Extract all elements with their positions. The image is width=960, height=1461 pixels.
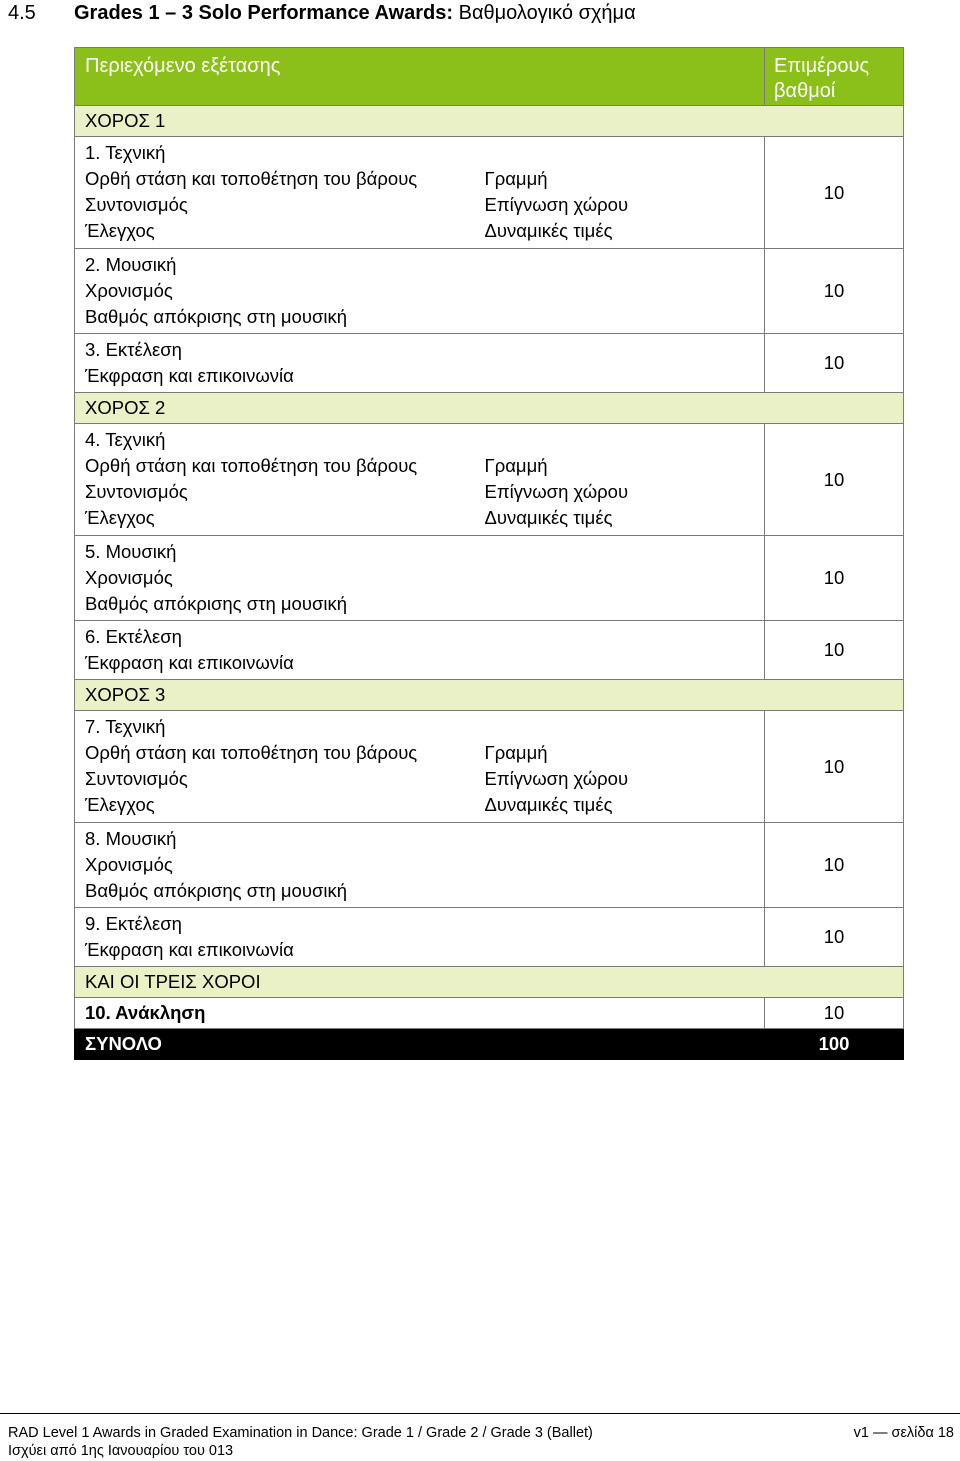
footer-valid-from: Ισχύει από 1ης Ιανουαρίου του 013	[8, 1443, 234, 1459]
criterion-extra-detail: Επίγνωση χώρου	[484, 768, 629, 789]
criterion-title: 5. Μουσική	[85, 541, 177, 562]
criterion-content	[75, 621, 765, 680]
criterion-extra-content	[475, 137, 765, 249]
footer-qualification: RAD Level 1 Awards in Graded Examination in Dance: Grade 1 / Grade 2 / Grade 3 (Ballet)	[8, 1425, 593, 1441]
criterion-extra-detail: Επίγνωση χώρου	[484, 481, 629, 502]
criterion-detail: Έλεγχος	[85, 507, 155, 528]
header-exam-content-label: Περιεχόμενο εξέτασης	[85, 55, 281, 77]
criterion-title: 8. Μουσική	[85, 828, 177, 849]
criterion-row	[75, 536, 904, 621]
criterion-mark: 10	[765, 823, 904, 908]
footer-divider	[0, 1413, 960, 1414]
heading-title-rest: Βαθμολογικό σχήμα	[453, 2, 636, 24]
criterion-content	[75, 249, 765, 334]
criterion-row	[75, 424, 904, 536]
criterion-mark: 10	[765, 249, 904, 334]
criterion-title: 9. Εκτέλεση	[85, 913, 182, 934]
recall-row	[75, 998, 904, 1029]
criterion-extra-detail: Δυναμικές τιμές	[484, 794, 613, 815]
dance-section-label: ΧΟΡΟΣ 1	[75, 106, 904, 137]
section-heading	[8, 0, 636, 26]
all-dances-section-label: ΚΑΙ ΟΙ ΤΡΕΙΣ ΧΟΡΟΙ	[75, 967, 904, 998]
criterion-content	[75, 424, 475, 536]
heading-title-bold: Grades 1 – 3 Solo Performance Awards:	[74, 2, 454, 24]
criterion-row	[75, 908, 904, 967]
criterion-content	[75, 823, 765, 908]
criterion-content	[75, 334, 765, 393]
criterion-detail: Ορθή στάση και τοποθέτηση του βάρους	[85, 742, 418, 763]
criterion-detail: Ορθή στάση και τοποθέτηση του βάρους	[85, 168, 418, 189]
criterion-extra-detail: Γραμμή	[484, 742, 548, 763]
section-number: 4.5	[8, 2, 36, 24]
criterion-title: 3. Εκτέλεση	[85, 339, 182, 360]
criterion-detail: Έλεγχος	[85, 794, 155, 815]
section-row	[75, 106, 904, 137]
footer-left	[8, 1424, 593, 1460]
criterion-detail: Χρονισμός	[85, 854, 173, 875]
criterion-detail: Χρονισμός	[85, 280, 173, 301]
criterion-row	[75, 823, 904, 908]
criterion-extra-detail: Γραμμή	[484, 455, 548, 476]
criterion-extra-detail: Επίγνωση χώρου	[484, 194, 629, 215]
criterion-detail: Έλεγχος	[85, 220, 155, 241]
table-header-row	[75, 48, 904, 106]
criterion-detail: Χρονισμός	[85, 567, 173, 588]
criterion-row	[75, 137, 904, 249]
marking-scheme-body	[75, 48, 904, 1060]
criterion-mark: 10	[765, 424, 904, 536]
criterion-extra-detail: Δυναμικές τιμές	[484, 220, 613, 241]
criterion-detail: Συντονισμός	[85, 194, 188, 215]
marking-scheme-table	[74, 47, 904, 1060]
criterion-detail: Βαθμός απόκρισης στη μουσική	[85, 593, 348, 614]
criterion-title: 2. Μουσική	[85, 254, 177, 275]
total-row	[75, 1029, 904, 1060]
section-row	[75, 680, 904, 711]
criterion-extra-detail: Δυναμικές τιμές	[484, 507, 613, 528]
criterion-detail: Βαθμός απόκρισης στη μουσική	[85, 306, 348, 327]
criterion-mark: 10	[765, 908, 904, 967]
criterion-detail: Συντονισμός	[85, 768, 188, 789]
criterion-title: 4. Τεχνική	[85, 429, 166, 450]
criterion-extra-content	[475, 424, 765, 536]
header-exam-content	[75, 48, 765, 106]
dance-section-label: ΧΟΡΟΣ 2	[75, 393, 904, 424]
dance-section-label: ΧΟΡΟΣ 3	[75, 680, 904, 711]
criterion-row	[75, 711, 904, 823]
criterion-mark: 10	[765, 137, 904, 249]
criterion-detail: Βαθμός απόκρισης στη μουσική	[85, 880, 348, 901]
recall-title: 10. Ανάκληση	[75, 998, 765, 1029]
criterion-extra-content	[475, 711, 765, 823]
section-row	[75, 967, 904, 998]
criterion-extra-detail: Γραμμή	[484, 168, 548, 189]
criterion-title: 1. Τεχνική	[85, 142, 166, 163]
criterion-row	[75, 249, 904, 334]
criterion-title: 6. Εκτέλεση	[85, 626, 182, 647]
criterion-row	[75, 621, 904, 680]
total-label: ΣΥΝΟΛΟ	[75, 1029, 765, 1060]
header-partial-marks-label: Επιμέρους βαθμοί	[774, 55, 870, 102]
criterion-title: 7. Τεχνική	[85, 716, 166, 737]
criterion-detail: Έκφραση και επικοινωνία	[85, 939, 294, 960]
header-partial-marks	[765, 48, 904, 106]
criterion-content	[75, 137, 475, 249]
criterion-detail: Έκφραση και επικοινωνία	[85, 365, 294, 386]
criterion-mark: 10	[765, 621, 904, 680]
criterion-detail: Ορθή στάση και τοποθέτηση του βάρους	[85, 455, 418, 476]
recall-mark: 10	[765, 998, 904, 1029]
criterion-content	[75, 908, 765, 967]
criterion-mark: 10	[765, 334, 904, 393]
footer-page-info: v1 — σελίδα 18	[853, 1425, 954, 1441]
criterion-detail: Συντονισμός	[85, 481, 188, 502]
criterion-content	[75, 711, 475, 823]
criterion-mark: 10	[765, 536, 904, 621]
criterion-detail: Έκφραση και επικοινωνία	[85, 652, 294, 673]
criterion-row	[75, 334, 904, 393]
criterion-content	[75, 536, 765, 621]
criterion-mark: 10	[765, 711, 904, 823]
section-row	[75, 393, 904, 424]
total-mark: 100	[765, 1029, 904, 1060]
